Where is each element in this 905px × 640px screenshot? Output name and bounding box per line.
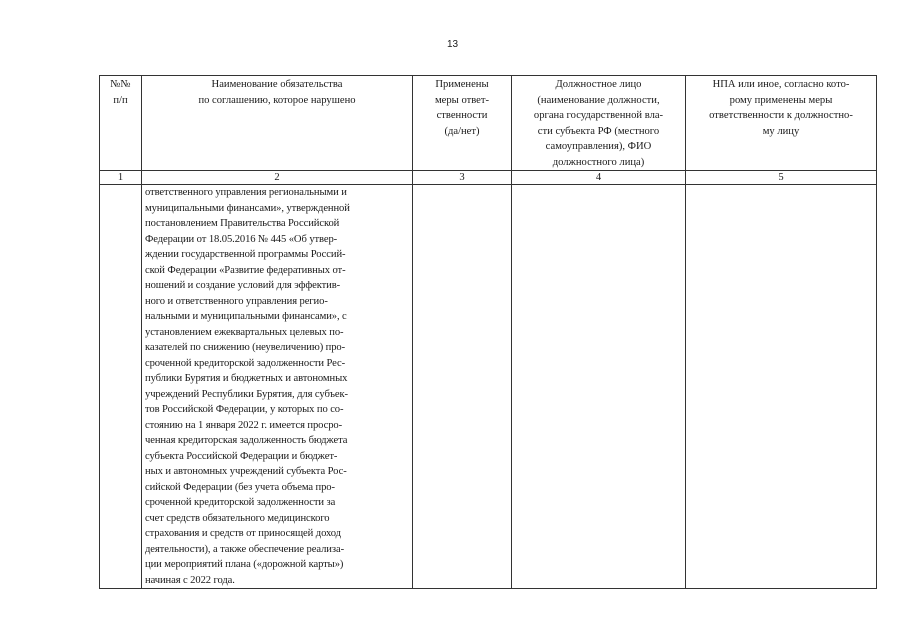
header-line: должностного лица)	[552, 156, 645, 168]
table-row	[100, 185, 877, 589]
header-line: НПА или иное, согласно кото-	[712, 79, 850, 90]
header-line: Применены	[435, 79, 489, 90]
column-number: 2	[142, 171, 413, 185]
header-line: меры ответ-	[434, 94, 490, 106]
obligation-text-line: счет средств обязательного медицинского	[145, 512, 330, 524]
obligation-text-line: Федерации от 18.05.2016 № 445 «Об утвер-	[145, 233, 338, 245]
obligation-text-line: ции мероприятий плана («дорожной карты»)	[145, 559, 344, 570]
obligation-text-line: учреждений Республики Бурятия, для субъек-	[145, 388, 348, 400]
obligation-text-line: сроченной кредиторской задолженности за	[145, 497, 336, 508]
header-line: Должностное лицо	[555, 79, 642, 90]
row-number-cell	[100, 185, 142, 589]
column-number: 3	[413, 171, 512, 185]
obligation-text-line: установлением ежеквартальных целевых по-	[145, 326, 344, 338]
obligation-text-line: казателей по снижению (неувеличению) про-	[145, 342, 346, 353]
header-number	[100, 76, 142, 171]
header-line: ственности	[436, 110, 488, 121]
obligation-text-line: постановлением Правительства Российской	[145, 218, 340, 229]
header-line: самоуправления), ФИО	[545, 141, 652, 152]
legal-basis-cell	[686, 185, 877, 589]
obligation-text-line: начиная с 2022 года.	[145, 574, 235, 586]
obligation-text-line: ного и ответственного управления регио-	[145, 295, 328, 307]
header-line: по соглашению, которое нарушено	[198, 94, 356, 106]
header-legal-basis	[686, 76, 877, 171]
header-line: п/п	[113, 94, 128, 106]
obligation-text-line: сроченной кредиторской задолженности Рес-	[145, 357, 346, 369]
obligation-text-line: сийской Федерации (без учета объема про-	[145, 481, 335, 493]
official-cell	[512, 185, 686, 589]
header-line: (наименование должности,	[537, 94, 660, 106]
header-measures-applied	[413, 76, 512, 171]
header-obligation	[142, 76, 413, 171]
measures-applied-cell	[413, 185, 512, 589]
obligation-text-line: субъекта Российской Федерации и бюджет-	[145, 450, 338, 462]
page-number: 13	[446, 39, 459, 50]
column-number: 1	[100, 171, 142, 185]
column-number: 5	[686, 171, 877, 185]
column-number: 4	[512, 171, 686, 185]
header-row	[100, 76, 877, 171]
obligation-text-line: ных и автономных учреждений субъекта Рос-	[145, 466, 347, 477]
obligation-text-line: страхования и средств от приносящей доход	[145, 528, 341, 539]
header-official	[512, 76, 686, 171]
obligation-text-line: тов Российской Федерации, у которых по со-	[145, 404, 344, 415]
header-line: ответственности к должностно-	[709, 110, 853, 121]
header-line: (да/нет)	[444, 125, 480, 137]
obligations-table	[99, 75, 877, 589]
obligation-text-line: нальными и муниципальными финансами», с	[145, 311, 347, 322]
header-line: му лицу	[762, 125, 800, 137]
obligation-cell	[142, 185, 413, 589]
obligation-text-line: ношений и создание условий для эффектив-	[145, 280, 341, 291]
obligation-text-line: ждении государственной программы Россий-	[145, 249, 346, 260]
obligation-text-line: ответственного управления региональными и	[145, 187, 347, 198]
obligation-text-line: ченная кредиторская задолженность бюджета	[145, 435, 348, 446]
obligation-text-line: ской Федерации «Развитие федеративных от-	[145, 264, 346, 276]
header-line: рому применены меры	[729, 94, 833, 106]
header-line: сти субъекта РФ (местного	[537, 125, 660, 137]
column-number-row	[100, 171, 877, 185]
header-line: органа государственной вла-	[533, 110, 664, 121]
obligation-text-line: стоянию на 1 января 2022 г. имеется просро-	[145, 419, 343, 431]
obligation-text-line: муниципальными финансами», утвержденной	[145, 202, 350, 214]
obligation-text-line: публики Бурятия и бюджетных и автономных	[145, 373, 348, 384]
header-line: Наименование обязательства	[211, 79, 343, 90]
header-line: №№	[110, 79, 131, 90]
obligation-text-line: деятельности), а также обеспечение реализа-	[145, 543, 344, 555]
